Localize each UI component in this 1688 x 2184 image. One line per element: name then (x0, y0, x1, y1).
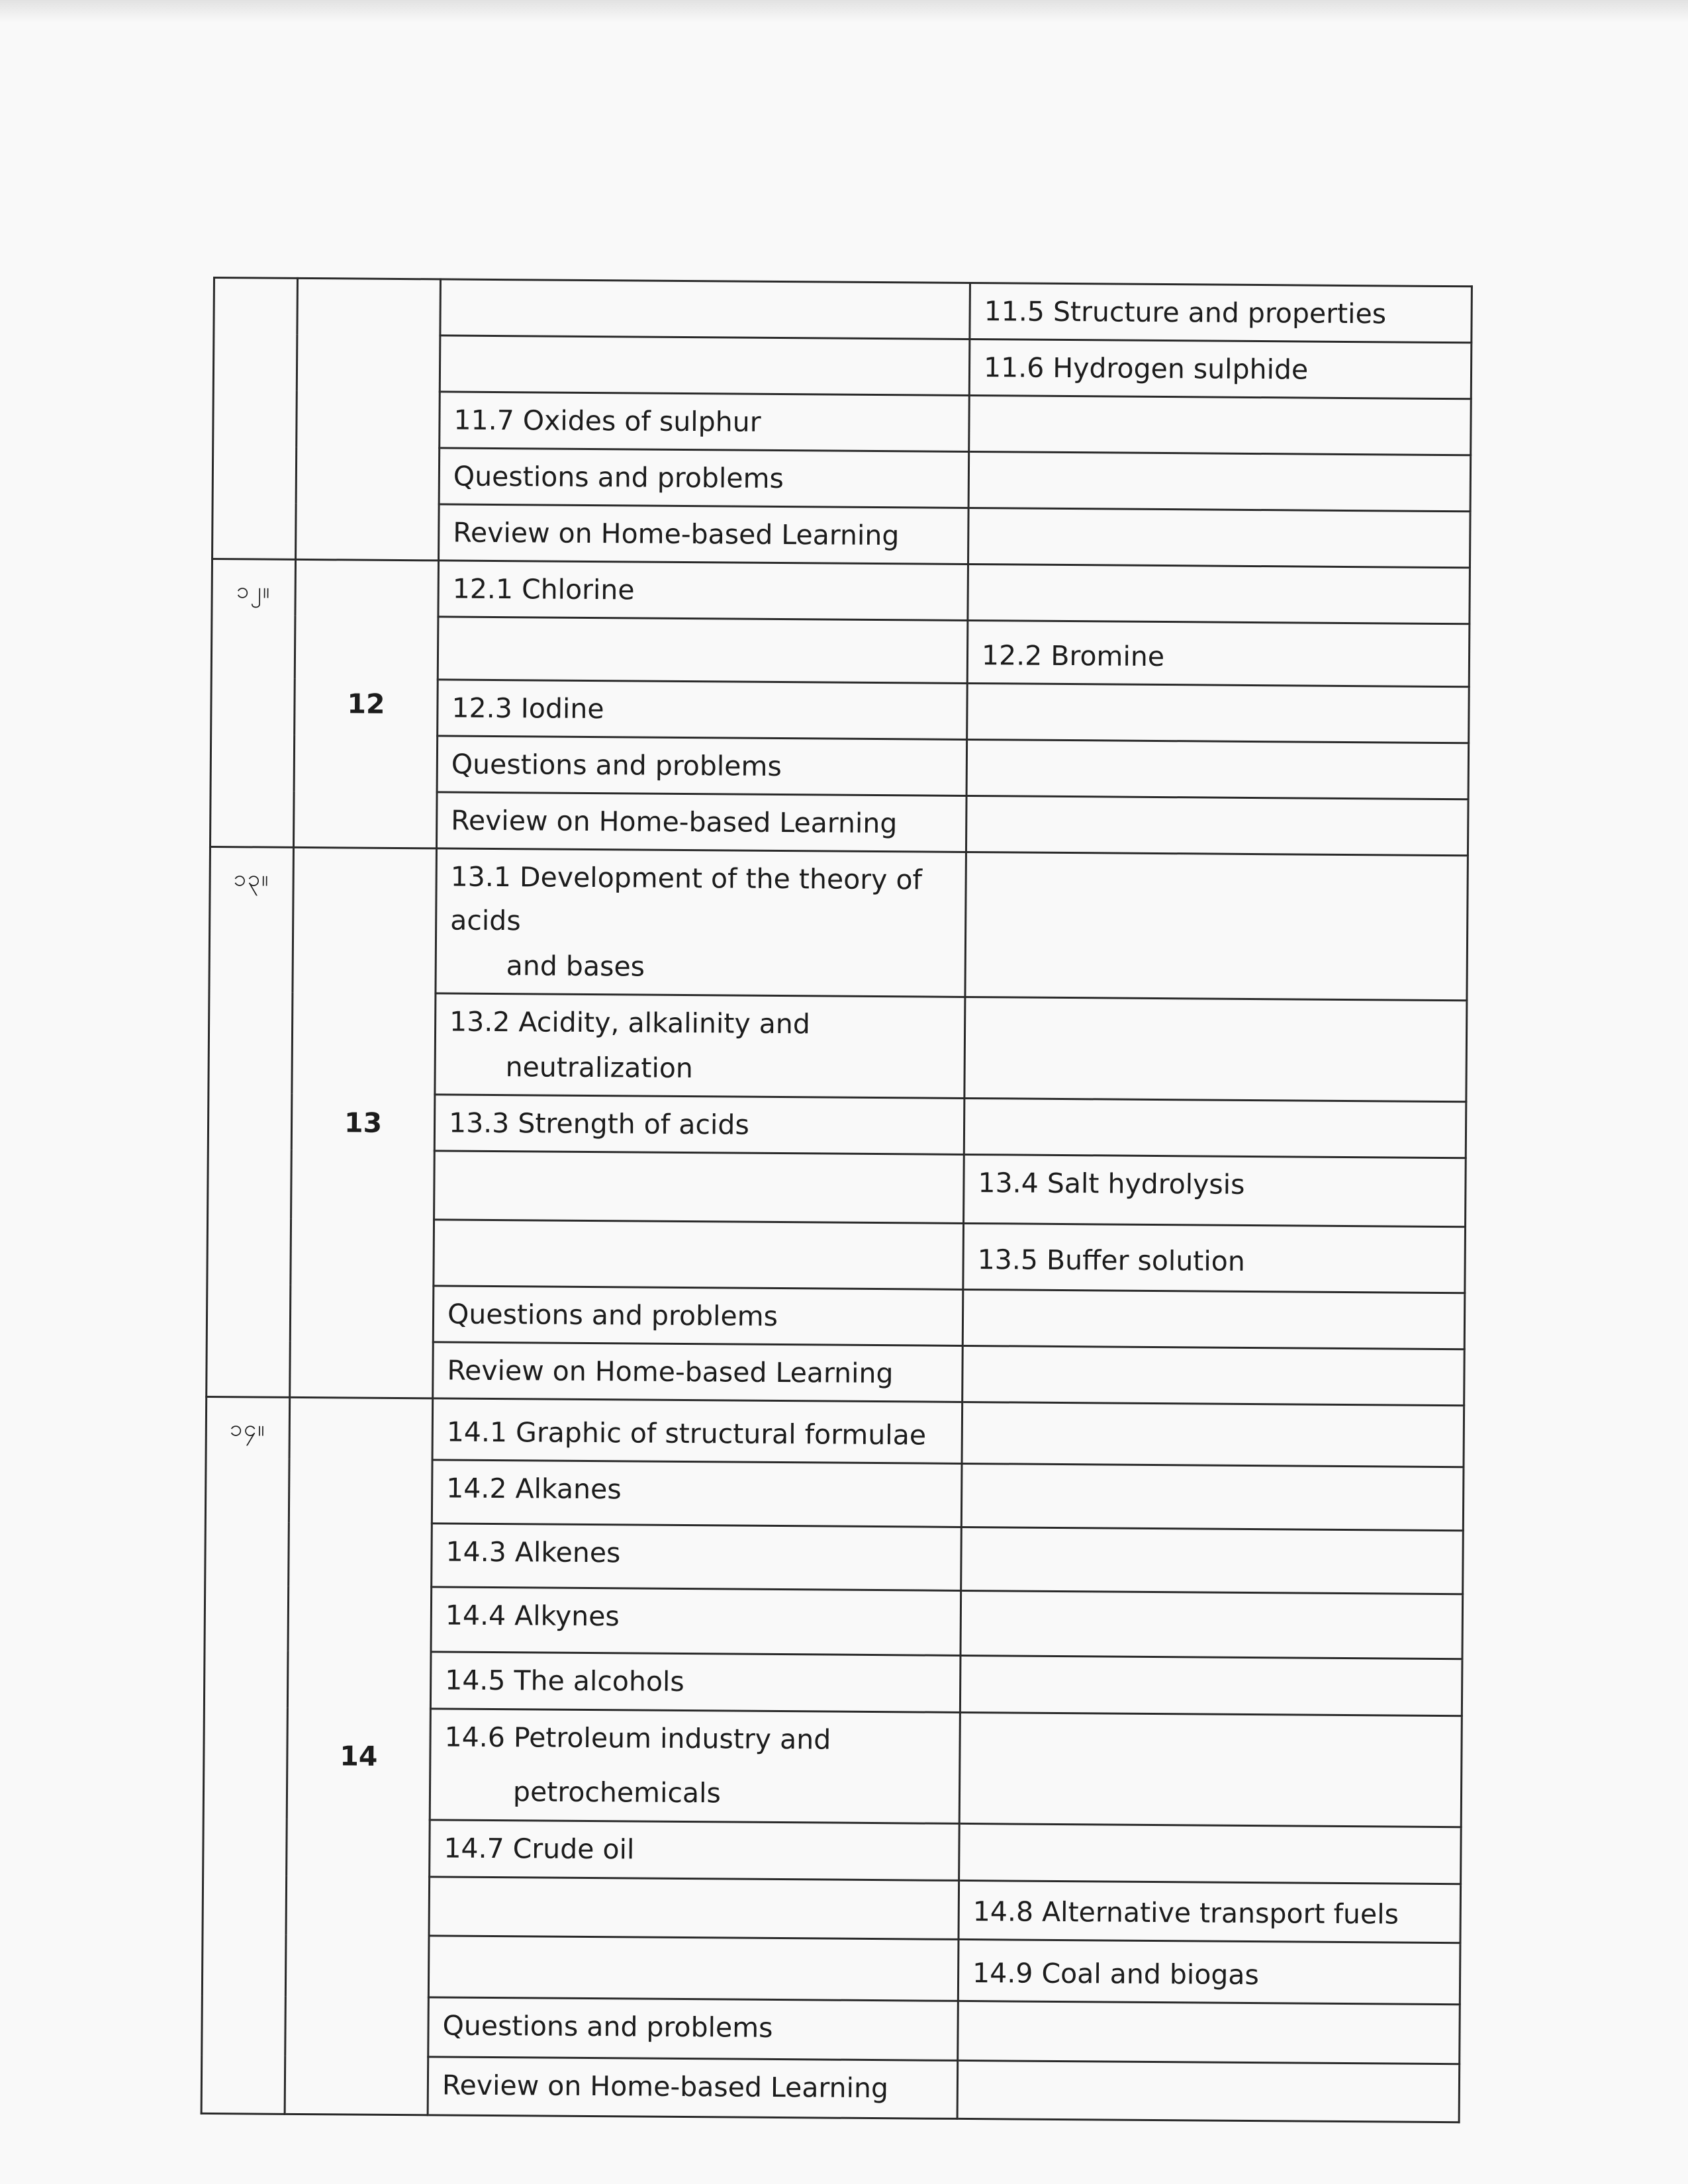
week-cell (212, 278, 298, 560)
topic-cell: Review on Home-based Learning (439, 504, 969, 565)
topic-cell: 14.1 Graphic of structural formulae (432, 1398, 962, 1464)
extension-cell (962, 1402, 1464, 1467)
syllabus-table (201, 277, 1473, 2123)
topic-cell: 12.3 Iodine (438, 680, 968, 740)
chapter-number (296, 278, 441, 560)
topic-line: 14.6 Petroleum industry and (444, 1721, 831, 1756)
topic-cell (435, 993, 965, 1099)
topic-cell (438, 617, 968, 684)
extension-cell: 11.5 Structure and properties (970, 283, 1472, 342)
week-cell: ၁၃။ (207, 846, 294, 1397)
topic-cell: 14.5 The alcohols (430, 1652, 961, 1713)
extension-cell (959, 1823, 1462, 1884)
topic-cell: 14.4 Alkynes (431, 1587, 961, 1656)
topic-cell: 14.3 Alkenes (432, 1524, 962, 1591)
topic-cell (428, 1936, 959, 2001)
topic-line-continued: neutralization (505, 1051, 694, 1085)
extension-cell (961, 1590, 1463, 1659)
topic-cell (440, 279, 970, 340)
extension-cell (968, 564, 1470, 623)
topic-cell (434, 1151, 964, 1224)
extension-cell (968, 451, 1471, 511)
extension-cell (969, 395, 1472, 455)
topic-cell: 14.7 Crude oil (430, 1820, 960, 1881)
extension-cell (968, 508, 1470, 567)
table-row (206, 1396, 1464, 1467)
extension-cell (961, 1527, 1464, 1594)
extension-cell (958, 2001, 1460, 2064)
topic-cell: 11.7 Oxides of sulphur (440, 392, 970, 452)
table-row (214, 278, 1472, 343)
extension-cell (957, 2060, 1460, 2122)
extension-cell: 13.5 Buffer solution (963, 1223, 1466, 1293)
topic-cell (429, 1877, 959, 1940)
topic-cell: 14.2 Alkanes (432, 1460, 962, 1527)
topic-line: 13.2 Acidity, alkalinity and (449, 1005, 811, 1040)
topic-cell (436, 848, 966, 997)
extension-cell (962, 1345, 1465, 1405)
extension-cell (961, 1463, 1464, 1530)
topic-cell: Review on Home-based Learning (433, 1342, 963, 1402)
extension-cell (960, 1655, 1462, 1715)
extension-cell (966, 739, 1469, 799)
topic-cell: Questions and problems (437, 736, 967, 796)
extension-cell: 11.6 Hydrogen sulphide (969, 339, 1472, 398)
scan-edge-shadow (0, 0, 1688, 23)
week-cell: ၁၄။ (201, 1396, 290, 2114)
extension-cell: 12.2 Bromine (967, 620, 1470, 686)
topic-cell: 12.1 Chlorine (438, 561, 968, 621)
topic-line-continued: petrochemicals (512, 1776, 722, 1809)
extension-cell: 14.8 Alternative transport fuels (959, 1880, 1461, 1942)
extension-cell: 13.4 Salt hydrolysis (964, 1154, 1466, 1226)
topic-line: 13.1 Development of the theory of acids (450, 860, 923, 937)
topic-cell: Review on Home-based Learning (428, 2057, 958, 2119)
week-cell: ၁၂။ (210, 559, 295, 848)
table-row (212, 559, 1470, 624)
topic-cell (440, 336, 970, 396)
topic-cell: Questions and problems (428, 1997, 959, 2061)
topic-cell (434, 1220, 964, 1290)
chapter-number: 12 (293, 559, 438, 848)
extension-cell (967, 683, 1470, 743)
topic-cell: Questions and problems (433, 1286, 963, 1346)
topic-cell (430, 1709, 960, 1824)
extension-cell (964, 1098, 1466, 1158)
table-row (209, 846, 1468, 1000)
extension-cell: 14.9 Coal and biogas (958, 1939, 1460, 2004)
topic-cell: Questions and problems (439, 448, 969, 508)
extension-cell (965, 852, 1468, 1000)
extension-cell (966, 796, 1468, 855)
chapter-number: 13 (290, 847, 437, 1398)
extension-cell (959, 1712, 1462, 1827)
topic-cell: 13.3 Strength of acids (434, 1095, 964, 1155)
chapter-number: 14 (285, 1397, 433, 2115)
topic-line-continued: and bases (506, 950, 645, 983)
extension-cell (962, 1289, 1465, 1349)
topic-cell: Review on Home-based Learning (436, 792, 966, 852)
extension-cell (964, 997, 1467, 1101)
